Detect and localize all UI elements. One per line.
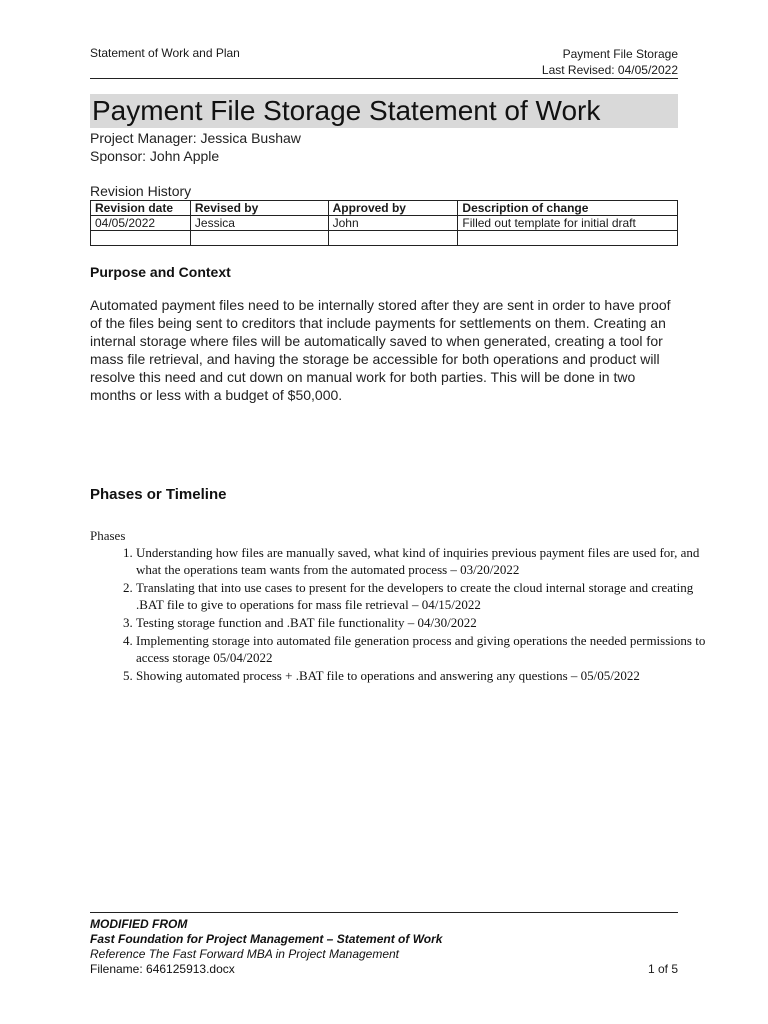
table-cell: Jessica	[190, 216, 328, 231]
table-cell: John	[328, 216, 458, 231]
footer-modified-from: MODIFIED FROM	[90, 917, 188, 931]
revision-history-table	[90, 200, 678, 246]
phases-label: Phases	[90, 528, 126, 543]
list-item: 3. Testing storage function and .BAT file functionality – 04/30/2022	[136, 614, 716, 631]
footer-divider	[90, 912, 678, 913]
table-cell	[458, 231, 678, 246]
column-header-revised-by: Revised by	[190, 201, 328, 216]
phases-heading: Phases or Timeline	[90, 486, 227, 503]
column-header-revision-date: Revision date	[91, 201, 191, 216]
table-row	[91, 231, 678, 246]
project-manager: Project Manager: Jessica Bushaw	[90, 130, 301, 146]
list-item: 1. Understanding how files are manually saved, what kind of inquiries previous payment files are used for, and what the operations team wants from the automated process – 03/20/2022	[136, 544, 716, 578]
table-cell	[190, 231, 328, 246]
table-cell: Filled out template for initial draft	[458, 216, 678, 231]
purpose-heading: Purpose and Context	[90, 264, 231, 280]
page-title: Payment File Storage Statement of Work	[92, 95, 601, 126]
list-item: 2. Translating that into use cases to present for the developers to create the cloud internal storage and creating .BAT file to give to operations for mass file retrieval – 04/15/2022	[136, 579, 716, 613]
header-right	[542, 46, 678, 78]
footer-reference: Reference The Fast Forward MBA in Project Management	[90, 947, 400, 961]
table-row	[91, 216, 678, 231]
header-last-revised: Last Revised: 04/05/2022	[541, 63, 678, 77]
list-item: 5. Showing automated process + .BAT file to operations and answering any questions – 05/05/2022	[136, 667, 716, 684]
footer-filename: Filename: 646125913.docx	[90, 962, 235, 976]
purpose-paragraph: Automated payment files need to be internally stored after they are sent in order to have proof of the files being sent to creditors that include payments for settlements on them. Creating an internal storage where files will be automatically saved to when generated, creating a tool for mass file retrieval, and having the storage be accessible for both operations and product will resolve this need and cut down on manual work for both parties. This will be done in two months or less with a budget of $50,000.	[90, 297, 671, 403]
revision-history-label: Revision History	[90, 183, 192, 199]
table-cell	[91, 231, 191, 246]
phases-list	[90, 544, 716, 685]
table-header-row	[91, 201, 678, 216]
column-header-approved-by: Approved by	[328, 201, 458, 216]
header-project-name: Payment File Storage	[562, 47, 678, 61]
page-number: 1 of 5	[647, 962, 678, 976]
table-cell: 04/05/2022	[91, 216, 191, 231]
header-left-text: Statement of Work and Plan	[90, 46, 240, 60]
footer-source-title: Fast Foundation for Project Management – Statement of Work	[90, 932, 443, 946]
table-cell	[328, 231, 458, 246]
header-divider	[90, 78, 678, 79]
list-item: 4. Implementing storage into automated file generation process and giving operations the needed permissions to access storage 05/04/2022	[136, 632, 716, 666]
column-header-description: Description of change	[458, 201, 678, 216]
sponsor: Sponsor: John Apple	[90, 148, 220, 164]
